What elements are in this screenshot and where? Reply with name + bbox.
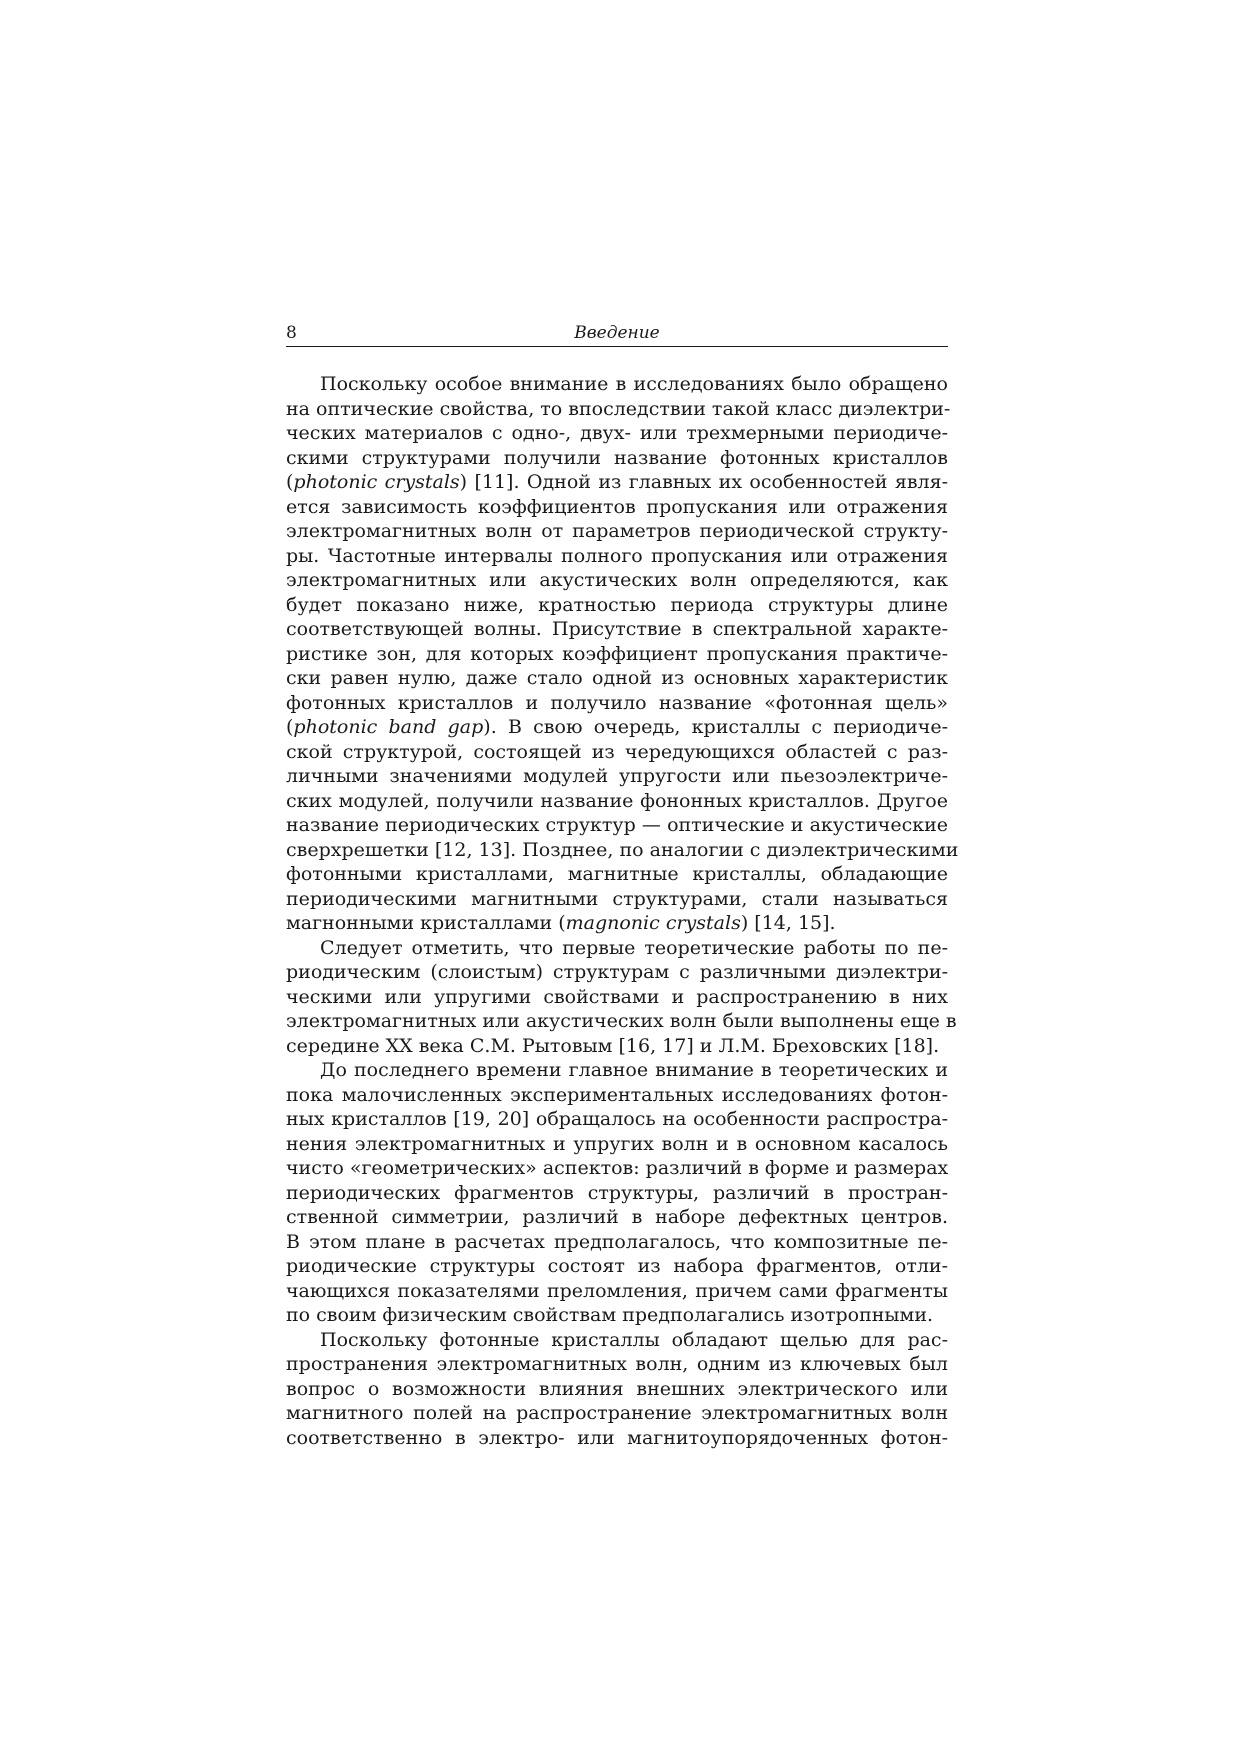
text-line: магнитного полей на распространение электромагнитных волн <box>286 1402 948 1424</box>
text-line: вопрос о возможности влияния внешних электрического или <box>286 1377 948 1400</box>
text-line: (photonic band gap). В свою очередь, кристаллы с периодиче- <box>286 716 948 738</box>
text-line: сверхрешетки [12, 13]. Позднее, по аналогии с диэлектрическими <box>286 838 959 861</box>
text-line: ческих материалов с одно-, двух- или трехмерными периодиче- <box>286 422 948 444</box>
text-line: ски равен нулю, даже стало одной из основных характеристик <box>286 667 948 689</box>
text-line: название периодических структур — оптические и акустические <box>286 814 948 836</box>
text-line: электромагнитных волн от параметров периодической структу- <box>286 520 948 542</box>
text-line: ры. Частотные интервалы полного пропускания или отражения <box>286 544 948 567</box>
text-line: ских модулей, получили название фононных кристаллов. Другое <box>286 789 948 812</box>
text-line: середине XX века С.М. Рытовым [16, 17] и Л.М. Бреховских [18]. <box>286 1034 940 1057</box>
text-line: риодические структуры состоят из набора фрагментов, отли- <box>286 1255 948 1277</box>
text-line: магнонными кристаллами (magnonic crystals) [14, 15]. <box>286 912 836 934</box>
running-header <box>286 322 948 347</box>
text-line: ческими или упругими свойствами и распространению в них <box>286 985 948 1008</box>
text-line: чисто «геометрических» аспектов: различий в форме и размерах <box>286 1157 949 1179</box>
text-line: ской структурой, состоящей из чередующихся областей с раз- <box>286 740 948 763</box>
text-line: Следует отметить, что первые теоретические работы по пе- <box>320 936 948 959</box>
text-line: по своим физическим свойствам предполагались изотропными. <box>286 1304 934 1326</box>
text-line: пока малочисленных экспериментальных исследованиях фотон- <box>286 1083 948 1106</box>
paragraph <box>286 1328 948 1451</box>
text-line: ется зависимость коэффициентов пропускания или отражения <box>286 495 948 518</box>
text-line: личными значениями модулей упругости или пьезоэлектриче- <box>286 765 948 787</box>
paragraph <box>286 936 957 1059</box>
text-line: соответственно в электро- или магнитоупорядоченных фотон- <box>286 1426 948 1449</box>
text-line: ных кристаллов [19, 20] обращалось на особенности распростра- <box>286 1108 948 1130</box>
text-line: периодических фрагментов структуры, различий в простран- <box>286 1181 948 1204</box>
text-line: пространения электромагнитных волн, одним из ключевых был <box>286 1353 948 1375</box>
page-number: 8 <box>286 323 297 343</box>
running-title: Введение <box>574 323 660 343</box>
paragraph <box>286 1058 948 1328</box>
text-line: нения электромагнитных и упругих волн и в основном касалось <box>286 1132 948 1155</box>
text-line: ственной симметрии, различий в наборе дефектных центров. <box>286 1206 948 1228</box>
text-line: До последнего времени главное внимание в теоретических и <box>320 1059 948 1081</box>
text-line: на оптические свойства, то впоследствии такой класс диэлектри- <box>286 397 951 420</box>
body-text <box>286 372 959 1450</box>
text-line: скими структурами получили название фотонных кристаллов <box>286 446 948 469</box>
text-line: соответствующей волны. Присутствие в спектральной характе- <box>286 618 948 640</box>
text-line: чающихся показателями преломления, причем сами фрагменты <box>286 1279 948 1302</box>
text-line: В этом плане в расчетах предполагалось, что композитные пе- <box>286 1230 948 1253</box>
text-line: (photonic crystals) [11]. Одной из главных их особенностей явля- <box>286 471 948 493</box>
text-line: Поскольку фотонные кристаллы обладают щелью для рас- <box>320 1328 948 1351</box>
text-line: электромагнитных или акустических волн определяются, как <box>286 569 948 591</box>
text-line: риодическим (слоистым) структурам с различными диэлектри- <box>286 961 948 983</box>
text-line: фотонными кристаллами, магнитные кристаллы, обладающие <box>286 863 948 885</box>
text-line: электромагнитных или акустических волн были выполнены еще в <box>286 1010 957 1032</box>
text-line: периодическими магнитными структурами, стали называться <box>286 887 948 910</box>
text-line: Поскольку особое внимание в исследованиях было обращено <box>320 373 948 395</box>
text-line: фотонных кристаллов и получило название «фотонная щель» <box>286 691 948 714</box>
text-line: будет показано ниже, кратностью периода структуры длине <box>286 593 948 616</box>
text-line: ристике зон, для которых коэффициент пропускания практиче- <box>286 642 948 665</box>
paragraph <box>286 372 959 936</box>
